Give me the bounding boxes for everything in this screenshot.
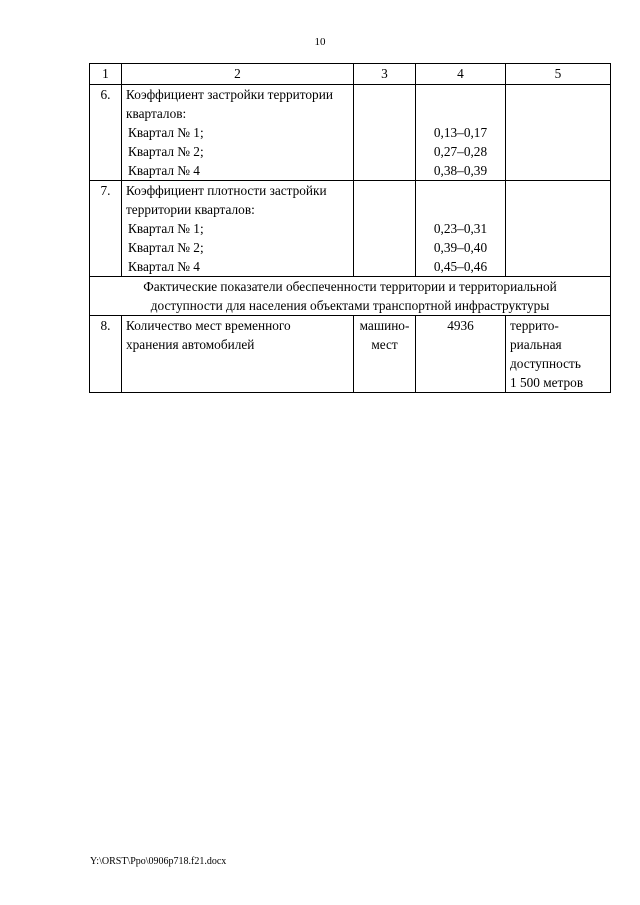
quarter-label: Квартал № 2;	[128, 240, 204, 255]
unit-cell	[354, 316, 416, 393]
row-title-line: Коэффициент застройки территории	[126, 87, 333, 102]
quarter-label: Квартал № 4	[128, 259, 200, 274]
row-number: 8.	[90, 316, 122, 393]
note-cell	[506, 181, 611, 277]
row-description	[122, 181, 354, 277]
note-line: риальная	[510, 337, 562, 352]
page-number: 10	[314, 36, 326, 48]
row-title-line: Количество мест временного	[126, 318, 291, 333]
table-row-7	[90, 181, 611, 277]
header-cell-3: 3	[354, 64, 416, 85]
unit-cell	[354, 181, 416, 277]
section-header-line: Фактические показатели обеспеченности территории и территориальной	[143, 279, 557, 294]
table-row-6	[90, 85, 611, 181]
header-cell-5: 5	[506, 64, 611, 85]
quarter-value: 0,38–0,39	[433, 163, 488, 178]
section-header	[90, 277, 611, 316]
header-cell-2: 2	[122, 64, 354, 85]
quarter-label: Квартал № 4	[128, 163, 200, 178]
row-number: 6.	[90, 85, 122, 181]
row-description	[122, 85, 354, 181]
note-cell	[506, 85, 611, 181]
table-row-8	[90, 316, 611, 393]
note-line: 1 500 метров	[510, 375, 584, 390]
unit-line: машино-	[359, 318, 410, 333]
section-header-line: доступности для населения объектами транспортной инфраструктуры	[150, 298, 550, 313]
value-cell	[416, 85, 506, 181]
quarter-value: 0,13–0,17	[433, 125, 488, 140]
table-header-row	[90, 64, 611, 85]
row-title-line: Коэффициент плотности застройки	[126, 183, 327, 198]
row-title-line: кварталов:	[126, 106, 187, 121]
unit-cell	[354, 85, 416, 181]
row-number: 7.	[90, 181, 122, 277]
header-cell-4: 4	[416, 64, 506, 85]
note-line: террито-	[510, 318, 559, 333]
header-cell-1: 1	[90, 64, 122, 85]
quarter-value: 0,23–0,31	[433, 221, 488, 236]
quarter-value: 0,39–0,40	[433, 240, 488, 255]
quarter-value: 0,27–0,28	[433, 144, 488, 159]
quarter-label: Квартал № 1;	[128, 125, 204, 140]
note-cell	[506, 316, 611, 393]
indicators-table	[89, 63, 611, 393]
row-title-line: территории кварталов:	[126, 202, 255, 217]
quarter-value: 0,45–0,46	[433, 259, 488, 274]
footer-file-path: Y:\ORST\Ppo\0906p718.f21.docx	[90, 856, 227, 867]
row-title-line: хранения автомобилей	[126, 337, 255, 352]
value-cell	[416, 181, 506, 277]
note-line: доступность	[510, 356, 581, 371]
value-cell: 4936	[416, 316, 506, 393]
quarter-label: Квартал № 2;	[128, 144, 204, 159]
unit-line: мест	[371, 337, 398, 352]
quarter-label: Квартал № 1;	[128, 221, 204, 236]
section-header-row	[90, 277, 611, 316]
row-description	[122, 316, 354, 393]
